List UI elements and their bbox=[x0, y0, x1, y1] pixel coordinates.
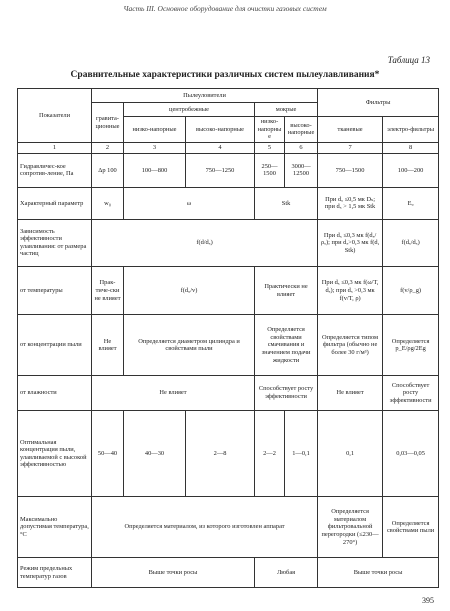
col-number: 1 bbox=[18, 143, 92, 154]
col-number: 2 bbox=[92, 143, 124, 154]
cell: w₀ bbox=[92, 187, 124, 219]
cell: 2—2 bbox=[255, 411, 285, 497]
cell: 750—1500 bbox=[318, 153, 383, 187]
row-label: от температуры bbox=[18, 267, 92, 315]
cell: 40—30 bbox=[124, 411, 186, 497]
header-electrofilters: электро-фильтры bbox=[383, 116, 439, 142]
cell: f(v/ρ_g) bbox=[383, 267, 439, 315]
cell: 100—200 bbox=[383, 153, 439, 187]
cell: Определяется материалом, из которого изготовлен аппарат bbox=[92, 497, 318, 558]
header-high-pressure-centrifugal: высоко-напорные bbox=[186, 116, 255, 142]
cell: Определяется свойствами пыли bbox=[383, 497, 439, 558]
row-label: Характерный параметр bbox=[18, 187, 92, 219]
header-centrifugal: центробежные bbox=[124, 103, 255, 116]
cell: Определяется материалом фильтровальной перегородки (≤230—270°) bbox=[318, 497, 383, 558]
cell: f(d/dₓ) bbox=[92, 219, 318, 266]
cell: Способствует росту эффективности bbox=[383, 376, 439, 411]
row-label: от влажности bbox=[18, 376, 92, 411]
cell: 2—8 bbox=[186, 411, 255, 497]
cell: Определяется типом фильтра (обычно не более 30 г/м³) bbox=[318, 315, 383, 376]
cell: 250—1500 bbox=[255, 153, 285, 187]
page-number: 395 bbox=[422, 596, 434, 605]
col-number: 4 bbox=[186, 143, 255, 154]
table-title: Сравнительные характеристики различных систем пылеулавливания* bbox=[70, 70, 380, 80]
col-number: 3 bbox=[124, 143, 186, 154]
cell: Любая bbox=[255, 558, 318, 588]
cell: ω bbox=[124, 187, 255, 219]
header-low-pressure-wet: низко-напорные bbox=[255, 116, 285, 142]
header-filters: Фильтры bbox=[318, 89, 439, 117]
cell: При dₓ ≤0,3 мк f(ω/T, dₓ); при dₓ >0,3 мк f(v/T, ρ) bbox=[318, 267, 383, 315]
header-high-pressure-wet: высоко-напорные bbox=[285, 116, 318, 142]
cell: 100—800 bbox=[124, 153, 186, 187]
cell: Выше точки росы bbox=[318, 558, 439, 588]
row-label: Гидравличес-кое сопротив-ление, Па bbox=[18, 153, 92, 187]
cell: Не влияет bbox=[92, 376, 255, 411]
comparison-table bbox=[17, 88, 439, 588]
cell: Δр 100 bbox=[92, 153, 124, 187]
col-number: 5 bbox=[255, 143, 285, 154]
cell: Способствует росту эффективности bbox=[255, 376, 318, 411]
cell: 3000—12500 bbox=[285, 153, 318, 187]
cell: Определяется p_E/ρg/2Eg bbox=[383, 315, 439, 376]
col-number: 8 bbox=[383, 143, 439, 154]
header-low-pressure-centrifugal: низко-напорные bbox=[124, 116, 186, 142]
cell: При dₓ ≤0,5 мк Dₛ; при dₓ > 1,5 мк Stk bbox=[318, 187, 383, 219]
cell: Определяется диаметром цилиндра и свойствами пыли bbox=[124, 315, 255, 376]
cell: f(dᵤ/v) bbox=[124, 267, 255, 315]
table-number: Таблица 13 bbox=[387, 55, 430, 65]
cell: При dₓ ≤0,3 мк f(dₓ/ρₓ); при dₓ>0,3 мк f(d, Stk) bbox=[318, 219, 383, 266]
col-number: 7 bbox=[318, 143, 383, 154]
header-gravitational: гравита-ционные bbox=[92, 103, 124, 143]
cell: Выше точки росы bbox=[92, 558, 255, 588]
cell: f(dₓ/dₓ) bbox=[383, 219, 439, 266]
cell: Не влияет bbox=[92, 315, 124, 376]
row-label: Максимально допустимая температура, °С bbox=[18, 497, 92, 558]
cell: Прак-тиче-ски не влияет bbox=[92, 267, 124, 315]
cell: 0,1 bbox=[318, 411, 383, 497]
row-label: Оптимальная концентрация пыли, улавливаемой с высокой эффективностью bbox=[18, 411, 92, 497]
cell: Eᵤ bbox=[383, 187, 439, 219]
cell: 1—0,1 bbox=[285, 411, 318, 497]
row-label: от концентрации пыли bbox=[18, 315, 92, 376]
cell: Практически не влияет bbox=[255, 267, 318, 315]
cell: Определяется свойствами смачивания и значением подачи жидкости bbox=[255, 315, 318, 376]
cell: 0,03—0,05 bbox=[383, 411, 439, 497]
header-wet: мокрые bbox=[255, 103, 318, 116]
header-dust-collectors: Пылеуловители bbox=[92, 89, 318, 103]
running-head: Часть III. Основное оборудование для очистки газовых систем bbox=[123, 4, 327, 13]
col-number: 6 bbox=[285, 143, 318, 154]
header-fabric-filters: тканевые bbox=[318, 116, 383, 142]
row-label: Режим предельных температур газов bbox=[18, 558, 92, 588]
cell: 50—40 bbox=[92, 411, 124, 497]
header-indicators: Показатели bbox=[18, 89, 92, 143]
row-label: Зависимость эффективности улавливания: от размера частиц bbox=[18, 219, 92, 266]
cell: 750—1250 bbox=[186, 153, 255, 187]
cell: Не влияет bbox=[318, 376, 383, 411]
cell: Stk bbox=[255, 187, 318, 219]
